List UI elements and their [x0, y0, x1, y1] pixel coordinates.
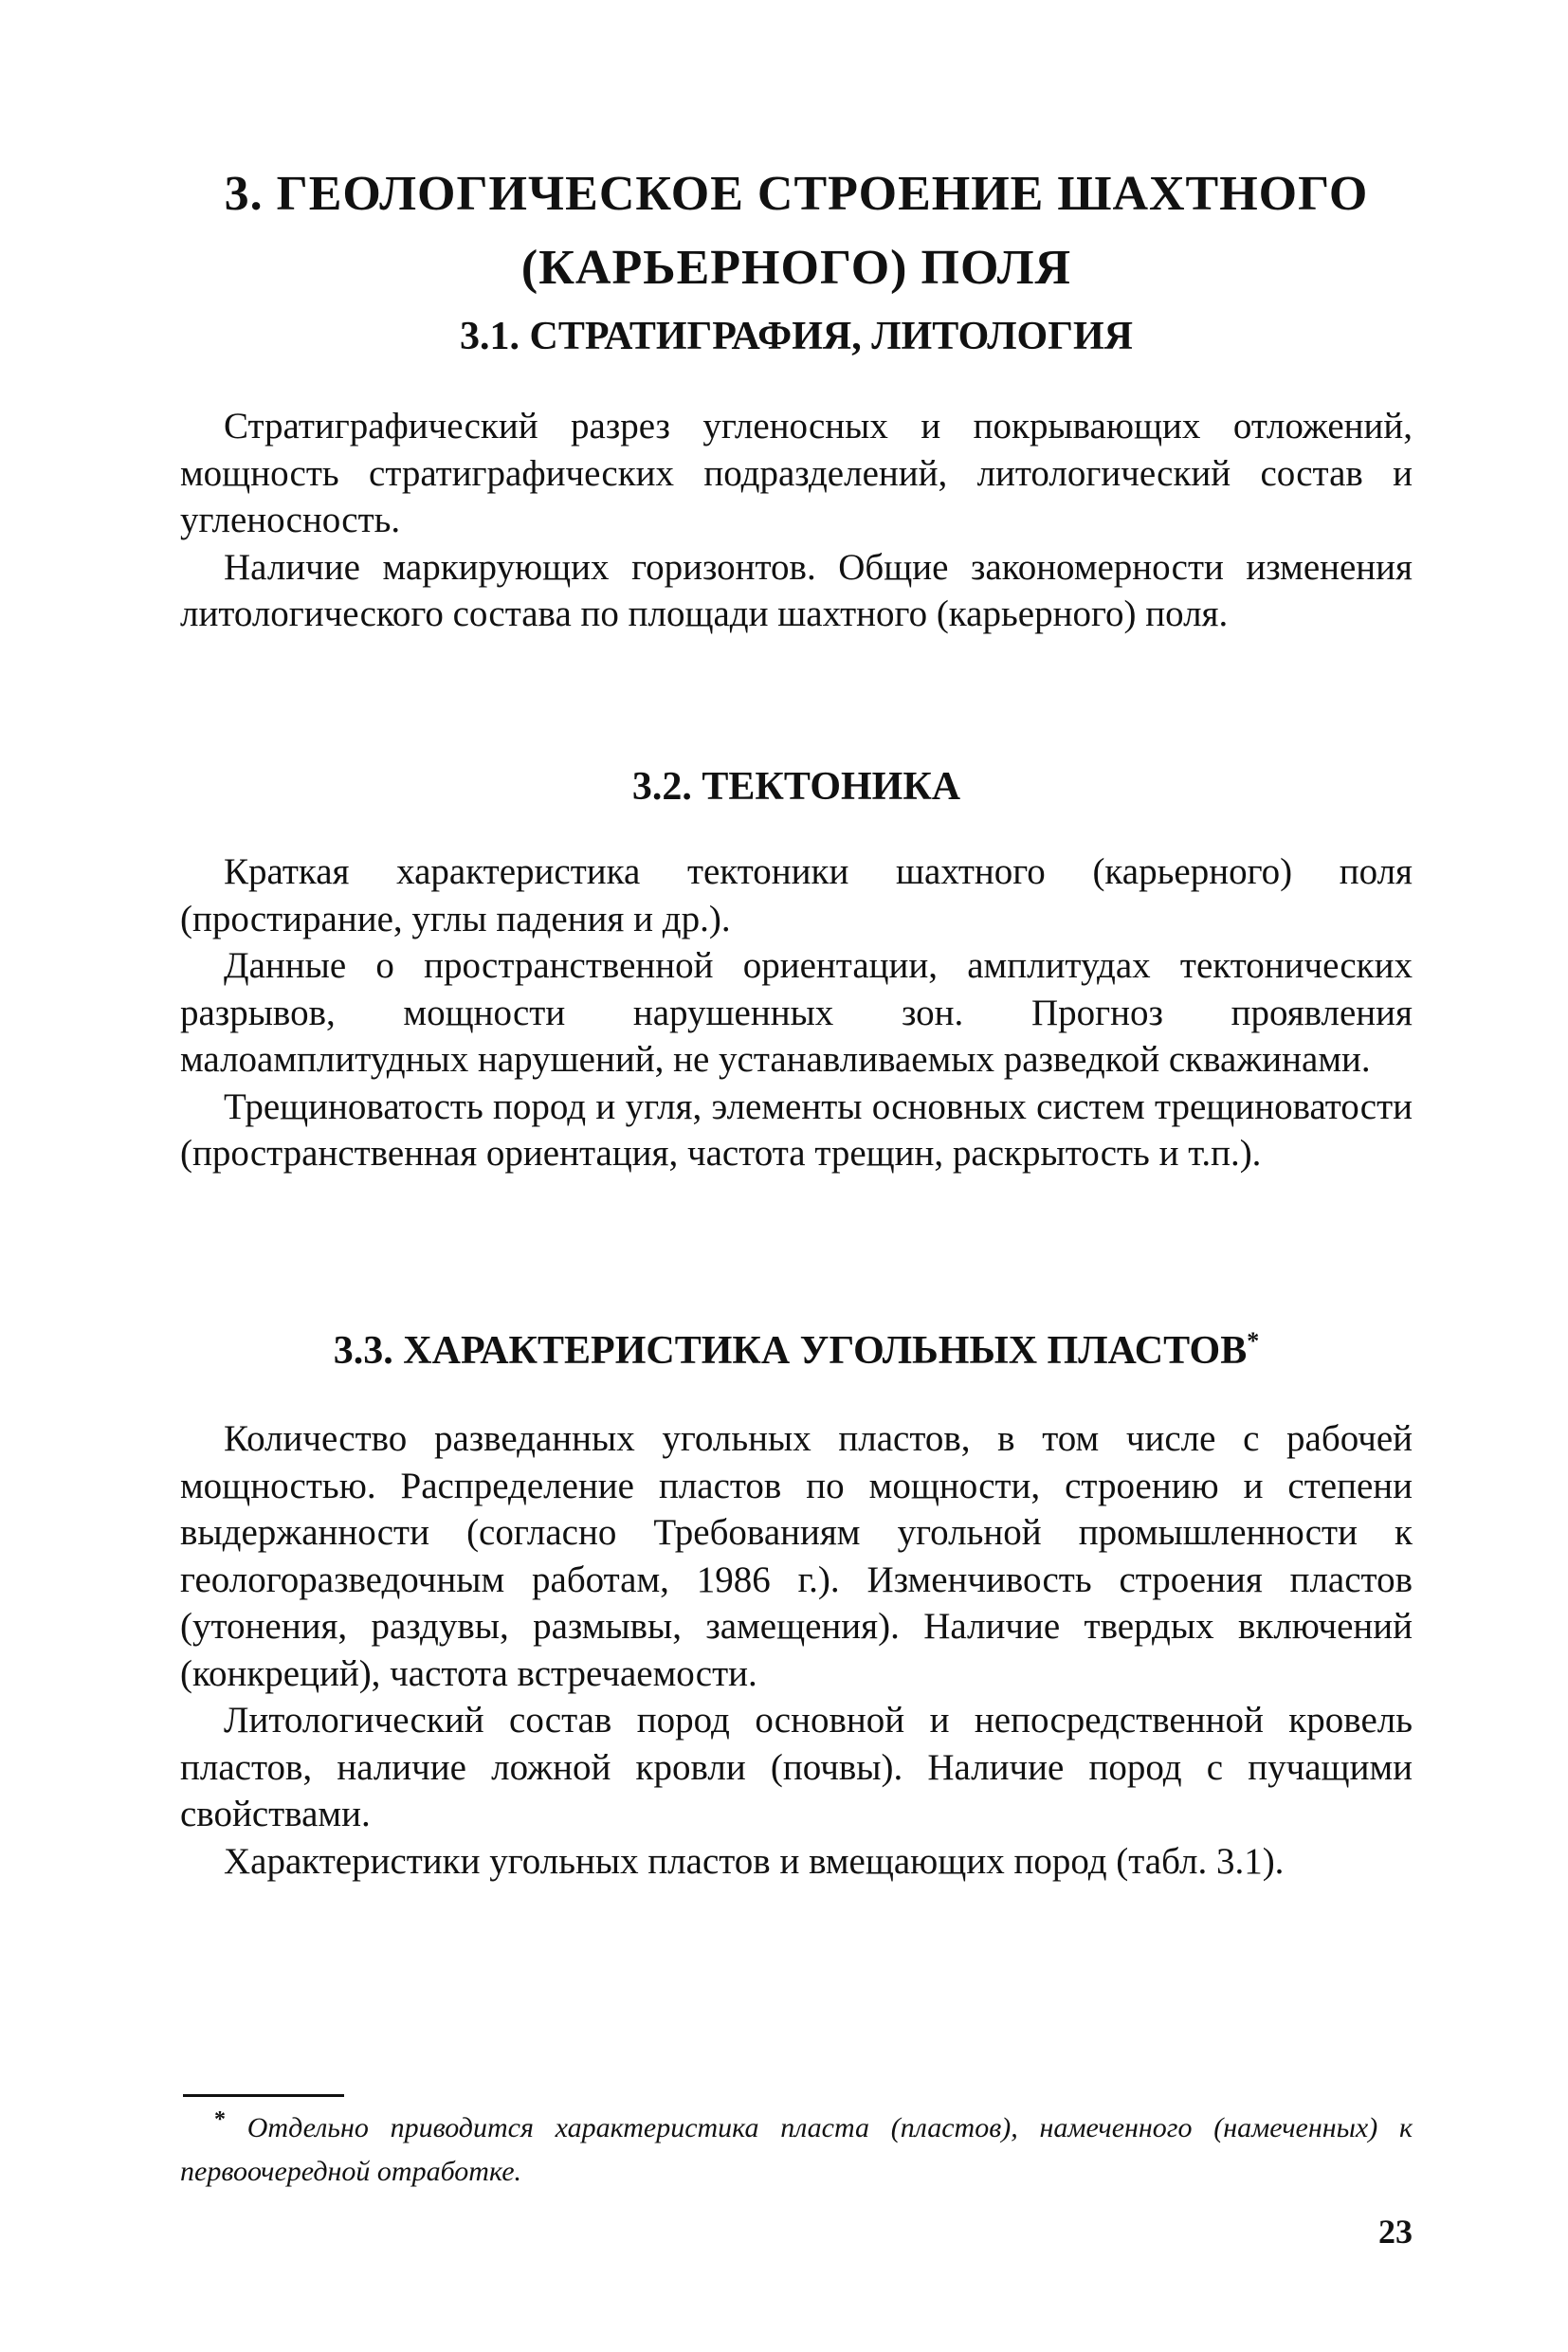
footnote-text: Отдельно приводится характеристика пласта (пластов), намеченного (намеченных) к первоочередной отработке.: [180, 2112, 1413, 2187]
section-body-coal-seams: [180, 1415, 1413, 1885]
page-number: 23: [1378, 2213, 1413, 2251]
paragraph: Наличие маркирующих горизонтов. Общие закономерности изменения литологического состава по площади шахтного (карьерного) поля.: [180, 546, 1413, 634]
paragraph: Стратиграфический разрез угленосных и покрывающих отложений, мощность стратиграфических подразделений, литологический состав и угленосность.: [180, 406, 1413, 540]
paragraph: Характеристики угольных пластов и вмещающих пород (табл. 3.1).: [224, 1840, 1285, 1882]
chapter-title-line-2: (КАРЬЕРНОГО) ПОЛЯ: [520, 241, 1072, 295]
section-title-tectonics: 3.2. ТЕКТОНИКА: [631, 765, 961, 809]
paragraph: Данные о пространственной ориентации, амплитудах тектонических разрывов, мощности нарушенных зон. Прогноз проявления малоамплитудных нарушений, не устанавливаемых разведкой скважинами.: [180, 945, 1413, 1080]
paragraph: Количество разведанных угольных пластов, в том числе с рабочей мощностью. Распределение пластов по мощности, строению и степени выдержанности (согласно Требованиям угольной промышленности к геологоразведочным работам, 1986 г.). Изменчивость строения пластов (утонения, раздувы, размывы, замещения). Наличие твердых включений (конкреций), частота встречаемости.: [180, 1418, 1413, 1694]
footnote: [180, 2106, 1413, 2194]
section-body-tectonics: [180, 848, 1413, 1177]
footnote-reference-mark: *: [1247, 1327, 1260, 1355]
footnote-divider: [183, 2094, 344, 2097]
paragraph: Трещиноватость пород и угля, элементы основных систем трещиноватости (пространственная ориентация, частота трещин, раскрытость и т.п.).: [180, 1085, 1413, 1174]
section-title-coal-seams: [180, 1322, 1413, 1379]
paragraph: Краткая характеристика тектоники шахтного (карьерного) поля (простирание, углы падения и др.).: [180, 851, 1413, 939]
chapter-title-line-1: 3. ГЕОЛОГИЧЕСКОЕ СТРОЕНИЕ ШАХТНОГО: [224, 167, 1369, 221]
section-title-stratigraphy: 3.1. СТРАТИГРАФИЯ, ЛИТОЛОГИЯ: [460, 315, 1133, 358]
chapter-title: [180, 157, 1413, 305]
paragraph: Литологический состав пород основной и непосредственной кровель пластов, наличие ложной кровли (почвы). Наличие пород с пучащими свойствами.: [180, 1700, 1413, 1834]
section-body-stratigraphy: [180, 403, 1413, 638]
section-title-coal-seams-text: 3.3. ХАРАКТЕРИСТИКА УГОЛЬНЫХ ПЛАСТОВ: [333, 1329, 1248, 1373]
footnote-mark: *: [214, 2107, 226, 2132]
